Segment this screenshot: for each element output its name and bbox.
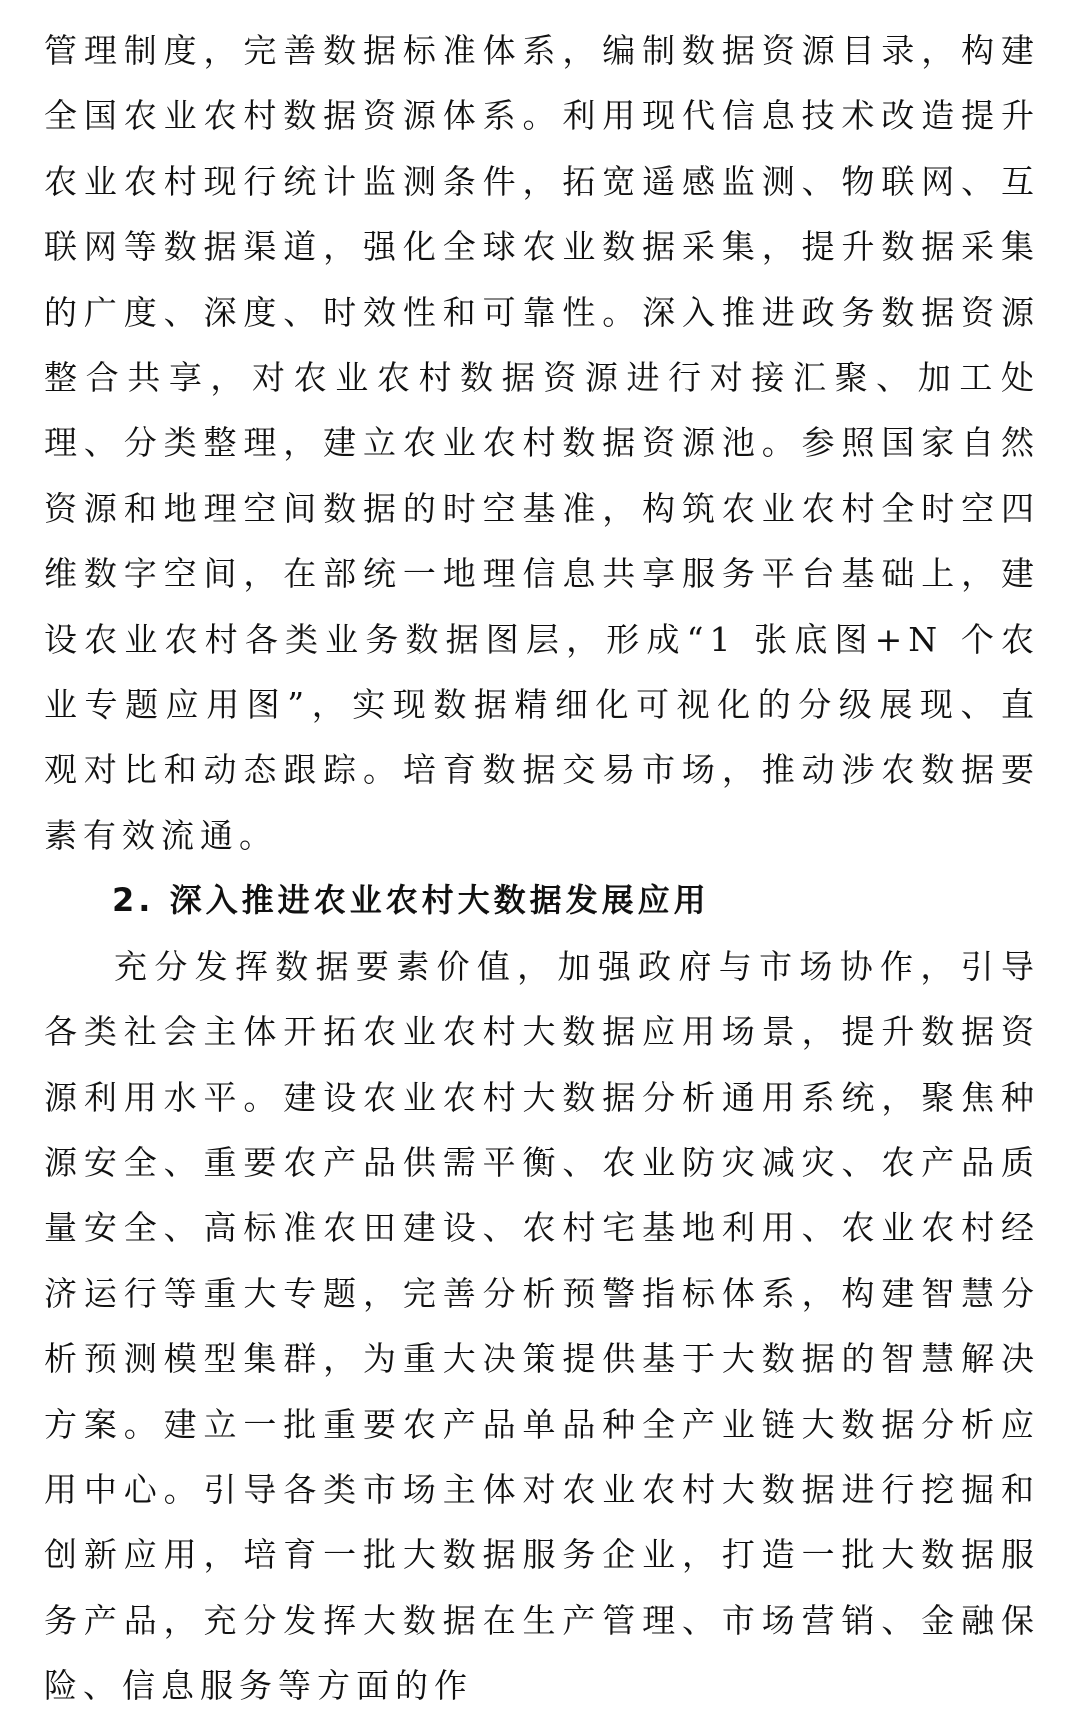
section-heading: 2. 深入推进农业农村大数据发展应用 [112, 881, 710, 920]
body-paragraph-2: 充分发挥数据要素价值，加强政府与市场协作，引导各类社会主体开拓农业农村大数据应用场景，提升数据资源利用水平。建设农业农村大数据分析通用系统，聚焦种源安全、重要农产品供需平衡、农业防灾减灾、农产品质量安全、高标准农田建设、农村宅基地利用、农业农村经济运行等重大专题，完善分析预警指标体系，构建智慧分析预测模型集群，为重大决策提供基于大数据的智慧解决方案。建立一批重要农产品单品种全产业链大数据分析应用中心。引导各类市场主体对农业农村大数据进行挖掘和创新应用，培育一批大数据服务企业，打造一批大数据服务产品，充分发挥大数据在生产管理、市场营销、金融保险、信息服务等方面的作 [44, 946, 1040, 1706]
body-paragraph-1: 管理制度，完善数据标准体系，编制数据资源目录，构建全国农业农村数据资源体系。利用现代信息技术改造提升农业农村现行统计监测条件，拓宽遥感监测、物联网、互联网等数据渠道，强化全球农业数据采集，提升数据采集的广度、深度、时效性和可靠性。深入推进政务数据资源整合共享，对农业农村数据资源进行对接汇聚、加工处理、分类整理，建立农业农村数据资源池。参照国家自然资源和地理空间数据的时空基准，构筑农业农村全时空四维数字空间，在部统一地理信息共享服务平台基础上，建设农业农村各类业务数据图层，形成“1 张底图+N 个农业专题应用图”，实现数据精细化可视化的分级展现、直观对比和动态跟踪。培育数据交易市场，推动涉农数据要素有效流通。 [44, 31, 1040, 855]
